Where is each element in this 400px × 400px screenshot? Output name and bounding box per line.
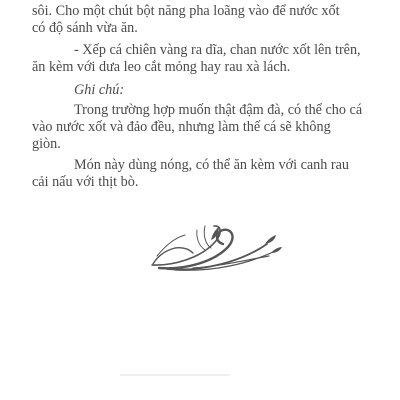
text-line: ăn kèm với dưa leo cắt mỏng hay rau xà lách.: [32, 59, 291, 75]
text-line: Trong trường hợp muốn thật đậm đà, có thể cho cá: [74, 102, 363, 118]
text-line: giòn.: [32, 136, 61, 152]
floral-swirl-ornament-icon: [145, 220, 285, 280]
note-heading: Ghi chú:: [74, 82, 125, 98]
text-line: - Xếp cá chiên vàng ra dĩa, chan nước xốt lên trên,: [74, 42, 361, 58]
text-line: cải nấu với thịt bò.: [32, 174, 139, 190]
scan-smudge: [120, 374, 230, 376]
text-line: Món này dùng nóng, có thể ăn kèm với canh rau: [74, 157, 350, 173]
text-line: có độ sánh vừa ăn.: [32, 20, 138, 36]
text-line: vào nước xốt và đảo đều, nhưng làm thế cá sẽ không: [32, 119, 331, 135]
text-line: sôi. Cho một chút bột năng pha loãng vào để nước xốt: [32, 3, 340, 19]
